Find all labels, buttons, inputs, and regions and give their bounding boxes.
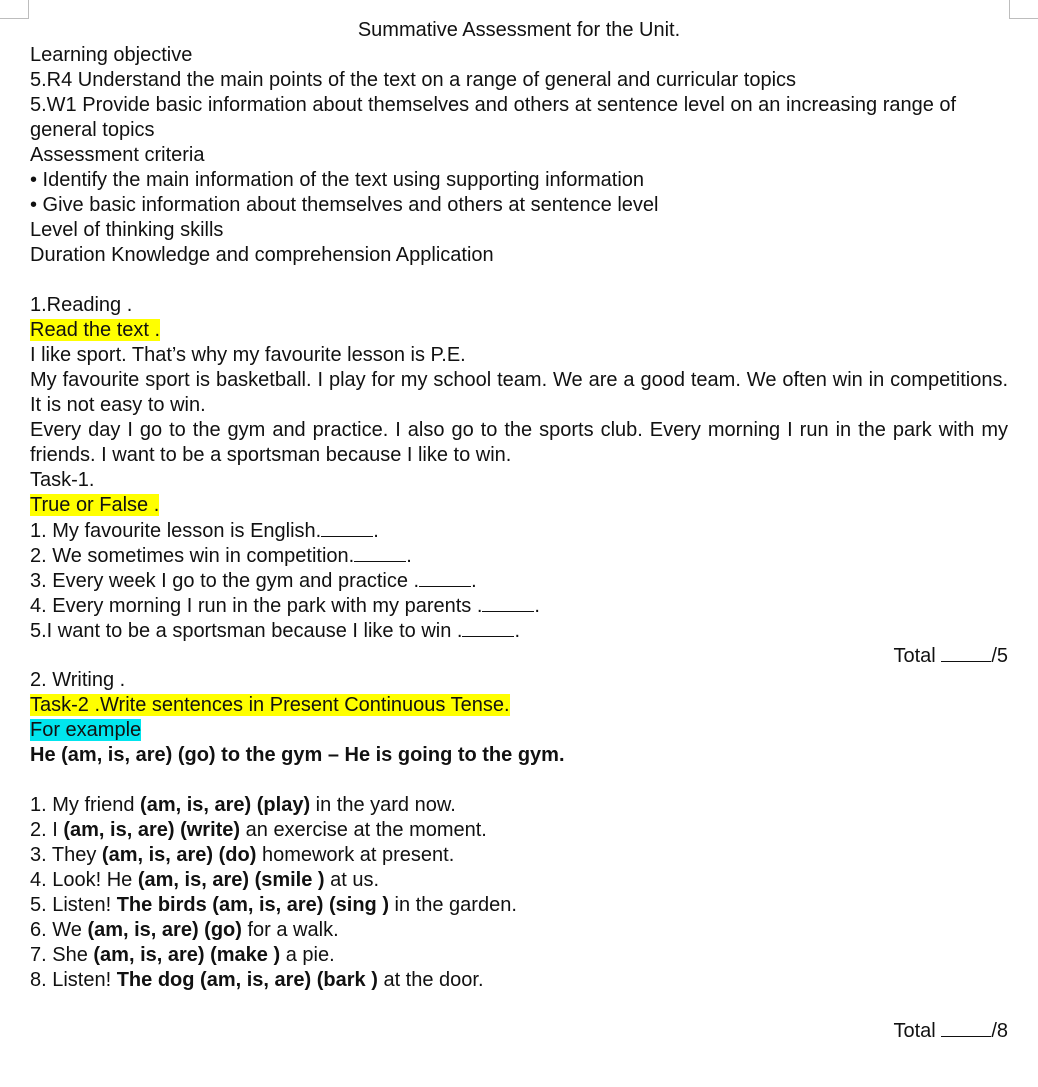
task1-item-text: 4. Every morning I run in the park with my parents .: [30, 595, 483, 617]
score-blank[interactable]: [941, 643, 991, 662]
task1-instruction: True or False .: [30, 494, 160, 516]
task1-item-text: 3. Every week I go to the gym and practice .: [30, 570, 420, 592]
task1-item: 1. My favourite lesson is English. .: [30, 520, 379, 542]
writing-item: 3. They (am, is, are) (do) homework at present.: [30, 844, 455, 866]
reading-instruction: Read the text .: [30, 319, 161, 341]
writing-item: 8. Listen! The dog (am, is, are) (bark ) at the door.: [30, 969, 484, 991]
answer-blank[interactable]: [419, 568, 471, 587]
answer-blank[interactable]: [482, 593, 534, 612]
writing-item: 1. My friend (am, is, are) (play) in the yard now.: [30, 794, 456, 816]
score-blank[interactable]: [941, 1018, 991, 1037]
reading-heading: 1.Reading .: [30, 294, 133, 316]
writing-item: 7. She (am, is, are) (make ) a pie.: [30, 944, 335, 966]
task1-item-text: 5.I want to be a sportsman because I like to win .: [30, 620, 463, 642]
total-label: Total: [893, 645, 942, 667]
total-max: /8: [991, 1020, 1008, 1042]
page-corner-mark-left: [0, 0, 29, 19]
total-max: /5: [991, 645, 1008, 667]
task1-item-text: 2. We sometimes win in competition.: [30, 545, 355, 567]
writing-item: 6. We (am, is, are) (go) for a walk.: [30, 919, 339, 941]
answer-blank[interactable]: [321, 518, 373, 537]
reading-paragraph: Every day I go to the gym and practice. I also go to the sports club. Every morning I run in the park with my friends. I want to be a sportsman because I like to win.: [30, 419, 1008, 466]
total-label: Total: [893, 1020, 942, 1042]
assessment-criteria-item: • Give basic information about themselves and others at sentence level: [30, 194, 659, 216]
task1-item: 5.I want to be a sportsman because I like to win . .: [30, 620, 521, 642]
writing-instruction: Task-2 .Write sentences in Present Continuous Tense.: [30, 694, 510, 716]
writing-item: 5. Listen! The birds (am, is, are) (sing ) in the garden.: [30, 894, 517, 916]
example-sentence: He (am, is, are) (go) to the gym – He is going to the gym.: [30, 744, 565, 766]
task1-item: 2. We sometimes win in competition. .: [30, 545, 412, 567]
task1-heading: Task-1.: [30, 469, 95, 491]
document-page: [30, 18, 1008, 1043]
learning-objective-heading: Learning objective: [30, 44, 193, 66]
writing-item: 2. I (am, is, are) (write) an exercise at the moment.: [30, 819, 487, 841]
answer-blank[interactable]: [354, 543, 406, 562]
learning-objective-item: 5.R4 Understand the main points of the text on a range of general and curricular topics: [30, 69, 797, 91]
example-label: For example: [30, 719, 142, 741]
assessment-criteria-heading: Assessment criteria: [30, 144, 205, 166]
writing-heading: 2. Writing .: [30, 669, 126, 691]
duration-line: Duration Knowledge and comprehension Application: [30, 244, 494, 266]
answer-blank[interactable]: [462, 618, 514, 637]
assessment-criteria-item: • Identify the main information of the text using supporting information: [30, 169, 645, 191]
thinking-skills-line: Level of thinking skills: [30, 219, 224, 241]
task1-item: 4. Every morning I run in the park with my parents . .: [30, 595, 540, 617]
task2-total: [30, 1018, 1008, 1043]
task1-item: 3. Every week I go to the gym and practice . .: [30, 570, 477, 592]
page-corner-mark-right: [1009, 0, 1038, 19]
writing-item: 4. Look! He (am, is, are) (smile ) at us.: [30, 869, 380, 891]
task1-item-text: 1. My favourite lesson is English.: [30, 520, 322, 542]
learning-objective-item: 5.W1 Provide basic information about themselves and others at sentence level on an increasing range of general topics: [30, 94, 957, 141]
reading-paragraph: My favourite sport is basketball. I play for my school team. We are a good team. We often win in competitions. It is not easy to win.: [30, 369, 1008, 416]
reading-paragraph: I like sport. That’s why my favourite lesson is P.E.: [30, 344, 466, 366]
task1-total: [30, 643, 1008, 668]
document-title: Summative Assessment for the Unit.: [357, 19, 681, 41]
